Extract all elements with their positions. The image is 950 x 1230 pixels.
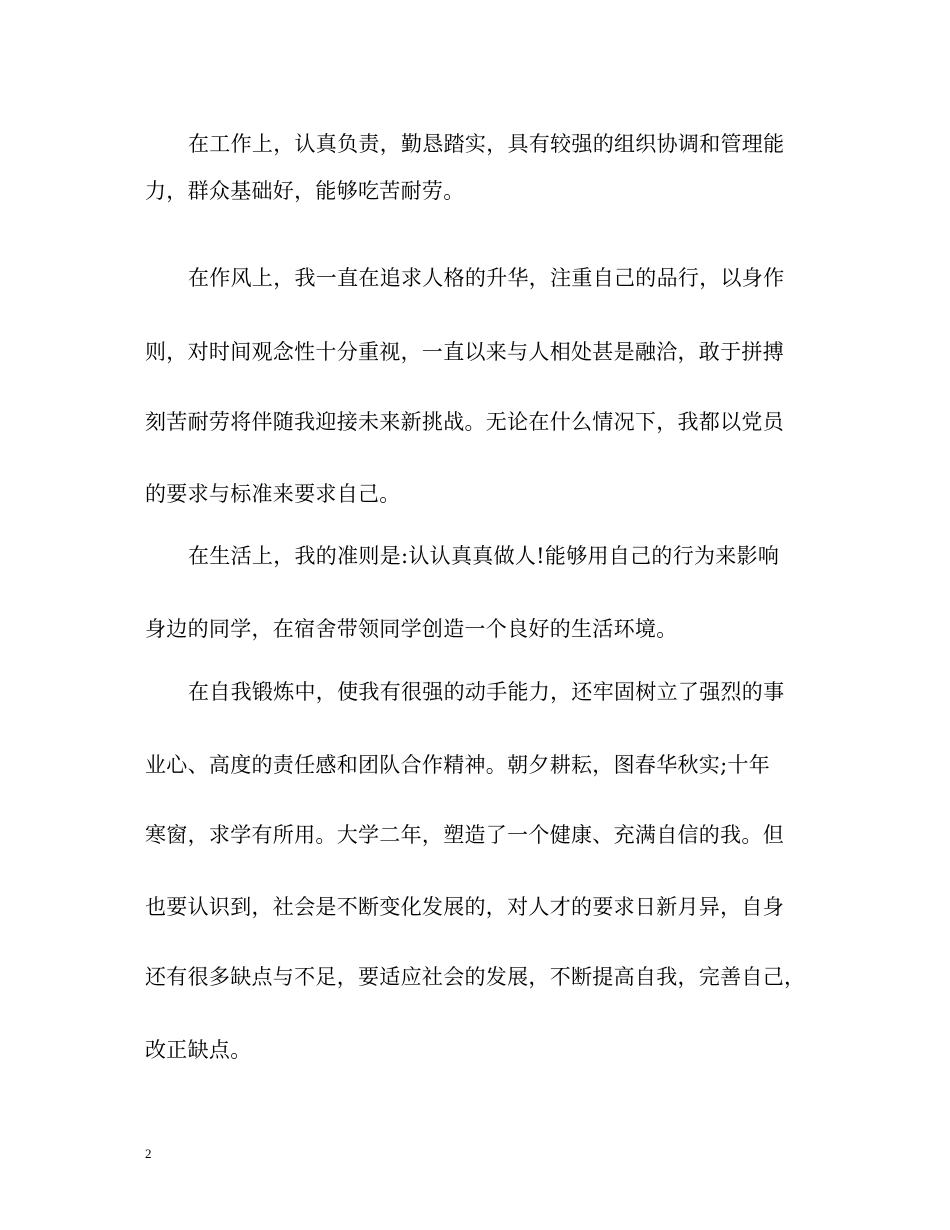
paragraph-4-line-6: 改正缺点。 <box>145 1038 252 1062</box>
paragraph-3-line-1: 在生活上，我的准则是:认认真真做人!能够用自己的行为来影响 <box>188 544 780 568</box>
paragraph-2-line-4: 的要求与标准来要求自己。 <box>145 482 401 506</box>
paragraph-2-line-3: 刻苦耐劳将伴随我迎接未来新挑战。无论在什么情况下，我都以党员 <box>145 410 784 434</box>
paragraph-1-line-2: 力，群众基础好，能够吃苦耐劳。 <box>145 179 465 203</box>
paragraph-4-line-1: 在自我锻炼中，使我有很强的动手能力，还牢固树立了强烈的事 <box>188 680 785 704</box>
paragraph-2-line-2: 则，对时间观念性十分重视，一直以来与人相处甚是融洽，敢于拼搏 <box>145 340 784 364</box>
paragraph-4-line-5: 还有很多缺点与不足，要适应社会的发展，不断提高自我，完善自己， <box>145 965 806 989</box>
paragraph-4-line-4: 也要认识到，社会是不断变化发展的，对人才的要求日新月异，自身 <box>145 895 784 919</box>
page-number: 2 <box>145 1146 152 1161</box>
paragraph-2-line-1: 在作风上，我一直在追求人格的升华，注重自己的品行，以身作 <box>188 266 785 290</box>
paragraph-4-line-3: 寒窗，求学有所用。大学二年，塑造了一个健康、充满自信的我。但 <box>145 823 784 847</box>
paragraph-3-line-2: 身边的同学，在宿舍带领同学创造一个良好的生活环境。 <box>145 617 678 641</box>
paragraph-4-line-2: 业心、高度的责任感和团队合作精神。朝夕耕耘，图春华秋实;十年 <box>145 753 771 777</box>
paragraph-1-line-1: 在工作上，认真负责，勤恳踏实，具有较强的组织协调和管理能 <box>188 132 785 156</box>
